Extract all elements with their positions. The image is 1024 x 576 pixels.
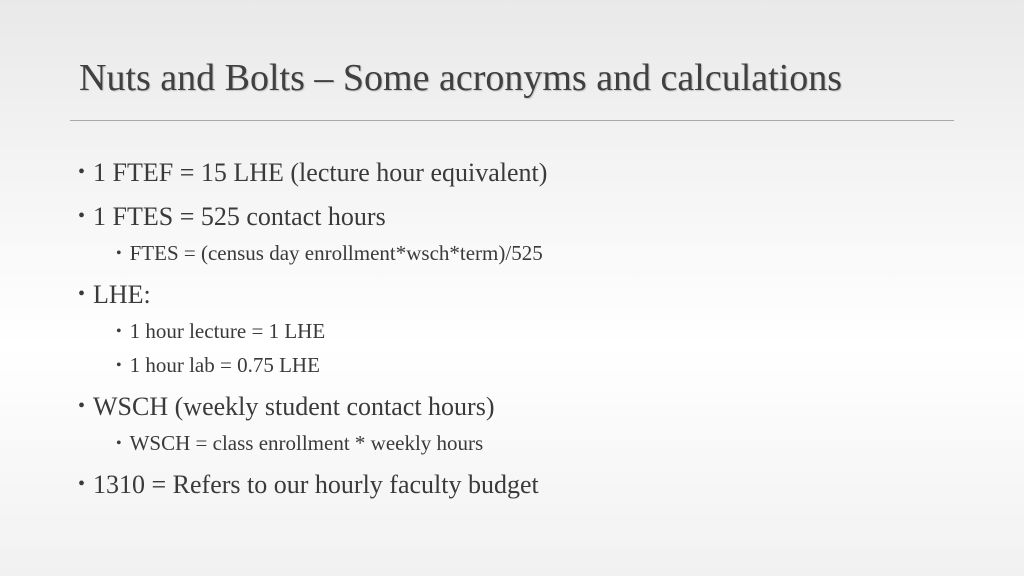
bullet-text: FTES = (census day enrollment*wsch*term)/525 (129, 241, 543, 265)
sub-bullet-item (78, 350, 978, 381)
bullet-text: 1 FTES = 525 contact hours (93, 202, 386, 231)
bullet-text: 1310 = Refers to our hourly faculty budget (93, 470, 539, 499)
bullet-icon: • (78, 161, 86, 183)
bullet-item (78, 388, 978, 425)
bullet-icon: • (78, 283, 86, 305)
bullet-item (78, 466, 978, 503)
bullet-item (78, 198, 978, 235)
slide-title: Nuts and Bolts – Some acronyms and calculations (79, 57, 843, 99)
sub-bullet-item (78, 316, 978, 347)
bullet-text: LHE: (93, 280, 151, 309)
bullet-text: WSCH = class enrollment * weekly hours (129, 431, 484, 455)
bullet-icon: • (78, 395, 86, 417)
bullet-item (78, 276, 978, 313)
bullet-icon: • (116, 435, 122, 452)
bullet-text: 1 hour lecture = 1 LHE (129, 319, 326, 343)
bullet-item (78, 154, 978, 191)
sub-bullet-item (78, 238, 978, 269)
title-divider (70, 120, 954, 121)
bullet-icon: • (78, 473, 86, 495)
bullet-icon: • (116, 323, 122, 340)
bullet-icon: • (116, 245, 122, 262)
bullet-icon: • (78, 205, 86, 227)
bullet-text: 1 hour lab = 0.75 LHE (129, 353, 320, 377)
bullet-icon: • (116, 357, 122, 374)
bullet-text: WSCH (weekly student contact hours) (93, 392, 495, 421)
sub-bullet-item (78, 428, 978, 459)
bullet-text: 1 FTEF = 15 LHE (lecture hour equivalent) (93, 158, 548, 187)
bullet-list (78, 154, 978, 503)
